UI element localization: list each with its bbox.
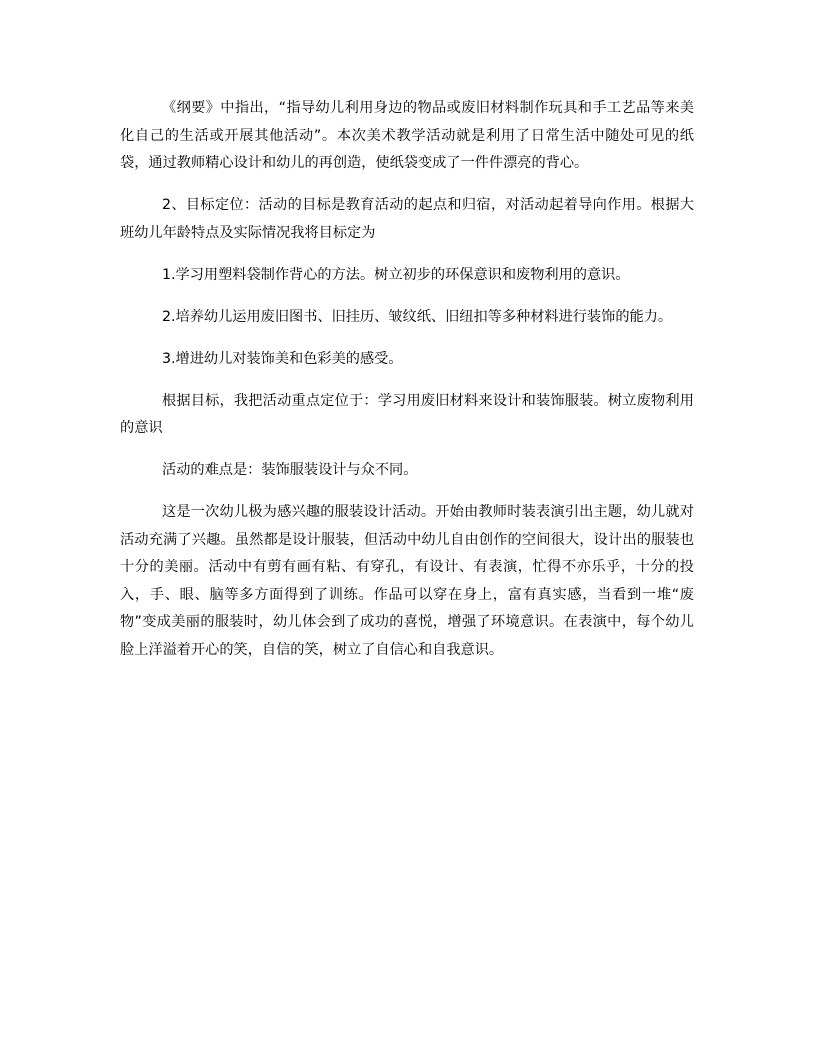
paragraph-goal-positioning: 2、目标定位：活动的目标是教育活动的起点和归宿，对活动起着导向作用。根据大班幼儿年龄特点及实际情况我将目标定为 (120, 197, 694, 241)
paragraph-difficulty: 活动的难点是：装饰服装设计与众不同。 (162, 462, 418, 478)
document-body (120, 95, 694, 664)
paragraph-goal-3: 3.增进幼儿对装饰美和色彩美的感受。 (162, 350, 403, 367)
paragraph-goal-1: 1.学习用塑料袋制作背心的方法。树立初步的环保意识和废物利用的意识。 (162, 266, 630, 283)
paragraph-outline-quote: 《纲要》中指出，“指导幼儿利用身边的物品或废旧材料制作玩具和手工艺品等来美化自己的生活或开展其他活动”。本次美术教学活动就是利用了日常生活中随处可见的纸袋，通过教师精心设计和幼儿的再创造，使纸袋变成了一件件漂亮的背心。 (120, 100, 694, 171)
paragraph-goal-2: 2.培养幼儿运用废旧图书、旧挂历、皱纹纸、旧纽扣等多种材料进行装饰的能力。 (162, 308, 673, 325)
paragraph-reflection: 这是一次幼儿极为感兴趣的服装设计活动。开始由教师时装表演引出主题，幼儿就对活动充满了兴趣。虽然都是设计服装，但活动中幼儿自由创作的空间很大，设计出的服装也十分的美丽。活动中有剪有画有粘、有穿孔，有设计、有表演，忙得不亦乐乎，十分的投入，手、眼、脑等多方面得到了训练。作品可以穿在身上，富有真实感，当看到一堆“废物”变成美丽的服装时，幼儿体会到了成功的喜悦，增强了环境意识。在表演中，每个幼儿脸上洋溢着开心的笑，自信的笑，树立了自信心和自我意识。 (120, 504, 694, 658)
paragraph-key-point: 根据目标，我把活动重点定位于：学习用废旧材料来设计和装饰服装。树立废物利用的意识 (120, 392, 694, 436)
